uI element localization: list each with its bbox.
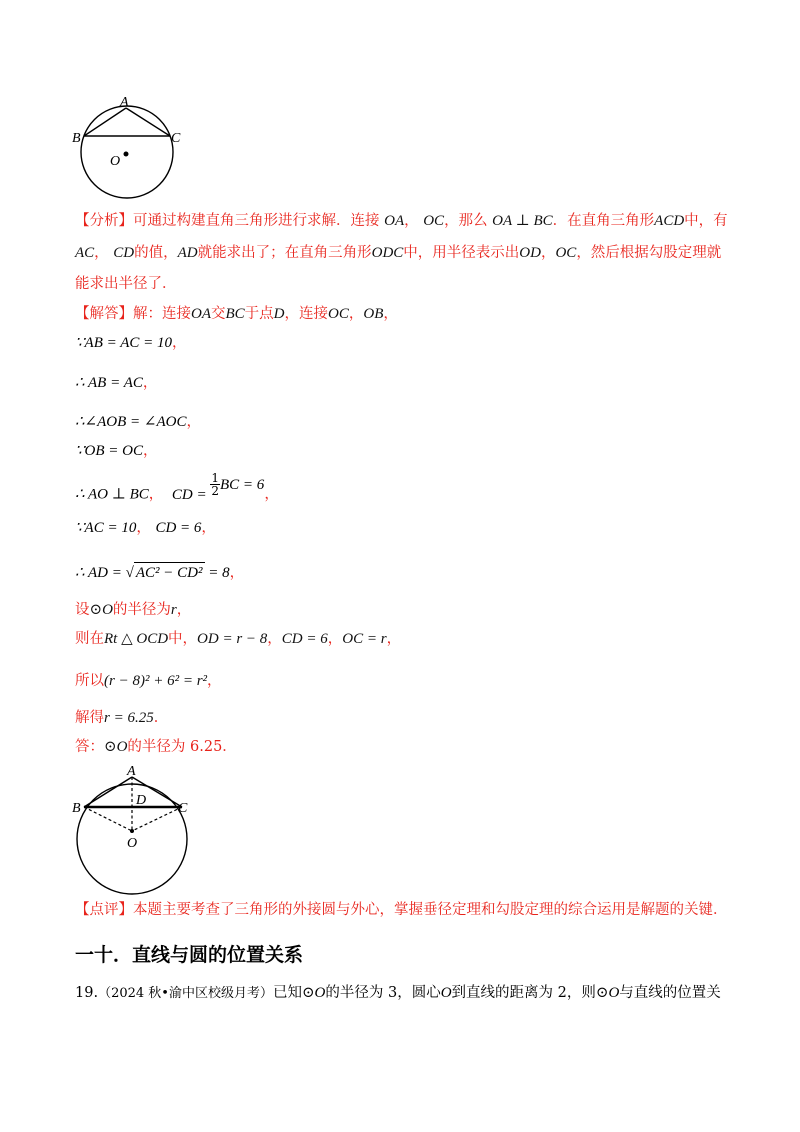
label-d: D	[136, 793, 147, 808]
circle-figure-2	[70, 763, 205, 900]
step-5: ∴ AO ⊥ BC， CD = $\frac{1}{2}$ BC = 6，	[75, 471, 279, 503]
analysis-tag: 【分析】	[75, 213, 133, 229]
step-10: 所以(r − 8)² + 6² = r²，	[75, 673, 222, 689]
step-6: ∵AC = 10， CD = 6，	[75, 520, 216, 536]
step-7: ∴ AD = √ AC² − CD² = 8，	[75, 562, 244, 583]
label-a: A	[120, 95, 129, 110]
solution-intro: 【解答】解：连接OA交BC于点D，连接OC，OB，	[75, 306, 398, 322]
section-heading: 一十．直线与圆的位置关系	[75, 944, 304, 966]
circle-figure-1	[70, 92, 190, 202]
step-1: ∵AB = AC = 10，	[75, 335, 187, 351]
question-19: 19.（2024 秋•渝中区校级月考）已知⊙O的半径为 3，圆心O到直线的距离为 2，则⊙O与直线的位置关	[75, 985, 721, 1001]
step-3: ∴∠AOB = ∠AOC，	[75, 414, 201, 430]
step-11: 解得r = 6.25．	[75, 710, 169, 726]
step-9: 则在Rt △ OCD中，OD = r − 8，CD = 6，OC = r，	[75, 631, 402, 647]
label-o: O	[127, 836, 138, 851]
comment: 【点评】本题主要考查了三角形的外接圆与外心，掌握垂径定理和勾股定理的综合运用是解题的关键．	[75, 902, 728, 918]
analysis-line-3: 能求出半径了．	[75, 276, 177, 292]
label-a: A	[127, 764, 136, 779]
label-b: B	[72, 131, 81, 146]
step-8: 设⊙O的半径为r，	[75, 602, 192, 618]
label-o: O	[110, 154, 121, 169]
analysis-line-2: AC， CD的值，AD就能求出了；在直角三角形ODC中，用半径表示出OD，OC，然后根据勾股定理就	[75, 245, 722, 261]
answer: 答：⊙O的半径为 6.25．	[75, 739, 237, 755]
comment-tag: 【点评】	[75, 902, 133, 918]
step-4: ∵OB = OC，	[75, 443, 158, 459]
label-c: C	[171, 131, 181, 146]
analysis-line-1: 【分析】可通过构建直角三角形进行求解．连接 OA， OC，那么 OA ⊥ BC．在直角三角形ACD中，有	[75, 213, 728, 229]
sqrt-symbol: √	[125, 565, 134, 581]
fraction-half: $\frac{1}{2}$	[211, 471, 220, 498]
label-b: B	[72, 801, 81, 816]
label-c: C	[178, 801, 188, 816]
solution-tag: 【解答】	[75, 306, 133, 322]
step-2: ∴ AB = AC，	[75, 375, 158, 391]
